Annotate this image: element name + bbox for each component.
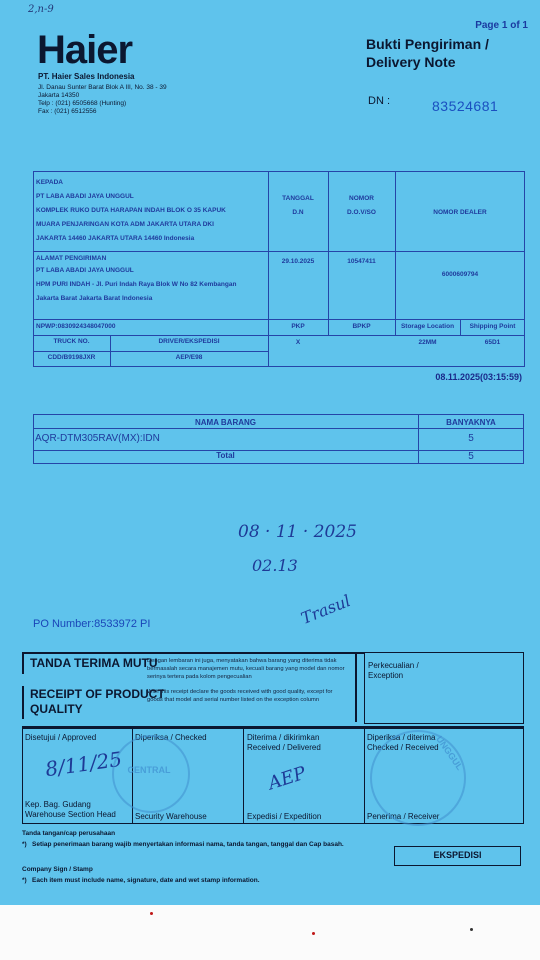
recipient-line: PT LABA ABADI JAYA UNGGUL — [36, 193, 134, 200]
driver-label: DRIVER/EKSPEDISI — [158, 338, 220, 345]
shipping-line: Jakarta Barat Jakarta Barat Indonesia — [36, 295, 153, 302]
document-title — [366, 35, 489, 71]
shipping-line: PT LABA ABADI JAYA UNGGUL — [36, 267, 134, 274]
receipt-title-id: TANDA TERIMA MUTU — [30, 656, 158, 670]
col-banyaknya: BANYAKNYA — [446, 418, 496, 427]
sig-received-label: Checked / Received — [367, 743, 439, 752]
haier-logo: Haier — [37, 28, 133, 72]
exception-label: Perkecualian / — [368, 661, 419, 670]
sig-receiver-label: Penerima / Receiver — [367, 812, 440, 821]
nomor-sub: D.O.V/SO — [347, 209, 376, 216]
sig-checked-label: Diperiksa / Checked — [135, 733, 207, 742]
address-line: Jakarta 14350 — [38, 92, 80, 99]
company-sign-label: Company Sign / Stamp — [22, 866, 93, 873]
npwp: NPWP:0830924348047000 — [36, 323, 116, 330]
nomor-value: 10547411 — [347, 258, 376, 265]
scan-margin — [0, 905, 540, 960]
total-value: 5 — [468, 451, 474, 462]
item-name: AQR-DTM305RAV(MX):IDN — [35, 433, 160, 444]
security-stamp-text: CENTRAL — [127, 765, 171, 775]
sig-head-label: Kep. Bag. Gudang — [25, 800, 91, 809]
receipt-note-id: Dengan lembaran ini juga, menyatakan bahwa barang yang diterima tidak bermasalah secara manajemen mutu, kecuali barang yang model dan nomor serinya tertera pada kolom pengecualian — [147, 658, 345, 680]
dealer-value: 6000609794 — [441, 271, 479, 278]
col-nama-barang: NAMA BARANG — [194, 418, 257, 427]
receipt-rule — [355, 652, 357, 722]
scan-speck — [150, 912, 153, 915]
truck-value: CDD/B9198JXR — [47, 354, 96, 361]
stamp-note-prefix: *) — [22, 841, 27, 848]
receiver-stamp-text: UNGGUL — [434, 734, 465, 772]
receipt-rule — [22, 652, 24, 674]
bpkp-label: BPKP — [352, 323, 371, 330]
sig-approved-label: Disetujui / Approved — [25, 733, 97, 742]
exception-label: Exception — [368, 671, 404, 680]
sig-delivered-label: Diterima / dikirimkan — [247, 733, 320, 742]
po-number: PO Number:8533972 PI — [33, 618, 151, 630]
title-line: Delivery Note — [366, 54, 456, 70]
tanggal-value: 29.10.2025 — [281, 258, 315, 265]
recipient-line: JAKARTA 14460 JAKARTA UTARA 14460 Indonesia — [36, 235, 195, 242]
shipping-line: HPM PURI INDAH - Jl. Puri Indah Raya Blok W No 82 Kembangan — [36, 281, 237, 288]
pkp-label: PKP — [291, 323, 305, 330]
address-line: Telp : (021) 6505668 (Hunting) — [38, 100, 127, 107]
dn-label: DN : — [368, 95, 390, 107]
receipt-title-en: QUALITY — [30, 702, 83, 716]
approved-signature: 8/11/25 — [43, 746, 124, 782]
signature-divider — [364, 728, 365, 824]
handwritten-date: 08 · 11 · 2025 — [238, 522, 357, 542]
tanggal-label: TANGGAL — [282, 195, 314, 202]
title-line: Bukti Pengiriman / — [366, 36, 489, 52]
truck-label: TRUCK NO. — [53, 338, 90, 345]
grid-divider — [395, 171, 396, 335]
dn-number: 83524681 — [432, 98, 499, 114]
sig-expedition-label: Expedisi / Expedition — [247, 812, 322, 821]
receipt-rule — [22, 652, 364, 654]
address-line: Fax : (021) 6512556 — [38, 108, 97, 115]
storage-location-label: Storage Location — [400, 323, 455, 330]
receipt-note-en: With this receipt declare the goods received with good quality, except for goods that model and serial number listed on the exception column — [147, 689, 333, 703]
stamp-title: Tanda tangan/cap perusahaan — [22, 830, 116, 837]
kepada-label: KEPADA — [36, 179, 63, 186]
pkp-value: X — [295, 339, 301, 346]
print-datetime: 08.11.2025(03:15:59) — [435, 372, 522, 382]
receipt-title-en: RECEIPT OF PRODUCT — [30, 687, 165, 701]
item-qty: 5 — [468, 433, 474, 444]
tanggal-sub: D.N — [292, 209, 304, 216]
signature-rule — [22, 726, 524, 728]
handwritten-signature: Trasul — [298, 591, 354, 628]
expedition-signature: AEP — [265, 762, 309, 795]
items-divider — [33, 428, 524, 429]
scan-speck — [312, 932, 315, 935]
company-address — [38, 84, 167, 116]
grid-divider — [33, 251, 525, 252]
grid-divider — [33, 351, 268, 352]
page-indicator: Page 1 of 1 — [475, 20, 528, 31]
stamp-note: Setiap penerimaan barang wajib menyertakan informasi nama, tanda tangan, tanggal dan Cap basah. — [32, 841, 344, 848]
handwritten-time: 02.13 — [252, 556, 298, 575]
address-line: Jl. Danau Sunter Barat Blok A III, No. 38 - 39 — [38, 84, 167, 91]
scan-speck — [470, 928, 473, 931]
company-note: Each item must include name, signature, date and wet stamp information. — [32, 877, 260, 884]
sig-head-label: Warehouse Section Head — [25, 810, 116, 819]
storage-location-value: 22MM — [418, 339, 437, 346]
alamat-label: ALAMAT PENGIRIMAN — [36, 255, 107, 262]
company-note-prefix: *) — [22, 877, 27, 884]
recipient-line: MUARA PENJARINGAN KOTA ADM JAKARTA UTARA DKI — [36, 221, 214, 228]
sig-received-label: Diperiksa / diterima — [367, 733, 436, 742]
receipt-rule — [22, 686, 24, 719]
recipient-line: KOMPLEK RUKO DUTA HARAPAN INDAH BLOK O 35 KAPUK — [36, 207, 226, 214]
nomor-label: NOMOR — [349, 195, 374, 202]
shipping-point-label: Shipping Point — [469, 323, 516, 330]
grid-divider — [33, 319, 525, 320]
shipping-point-value: 65D1 — [484, 339, 501, 346]
signature-divider — [243, 728, 244, 824]
grid-divider — [33, 335, 525, 336]
sig-security-label: Security Warehouse — [135, 812, 207, 821]
receiver-stamp — [370, 730, 466, 826]
driver-value: AEP/E98 — [175, 354, 203, 361]
total-label: Total — [216, 451, 235, 460]
corner-note: 2,n-9 — [28, 4, 54, 15]
sig-delivered-label: Received / Delivered — [247, 743, 321, 752]
dealer-label: NOMOR DEALER — [433, 209, 487, 216]
company-name: PT. Haier Sales Indonesia — [38, 72, 135, 81]
ekspedisi-copy-label: EKSPEDISI — [394, 846, 521, 866]
